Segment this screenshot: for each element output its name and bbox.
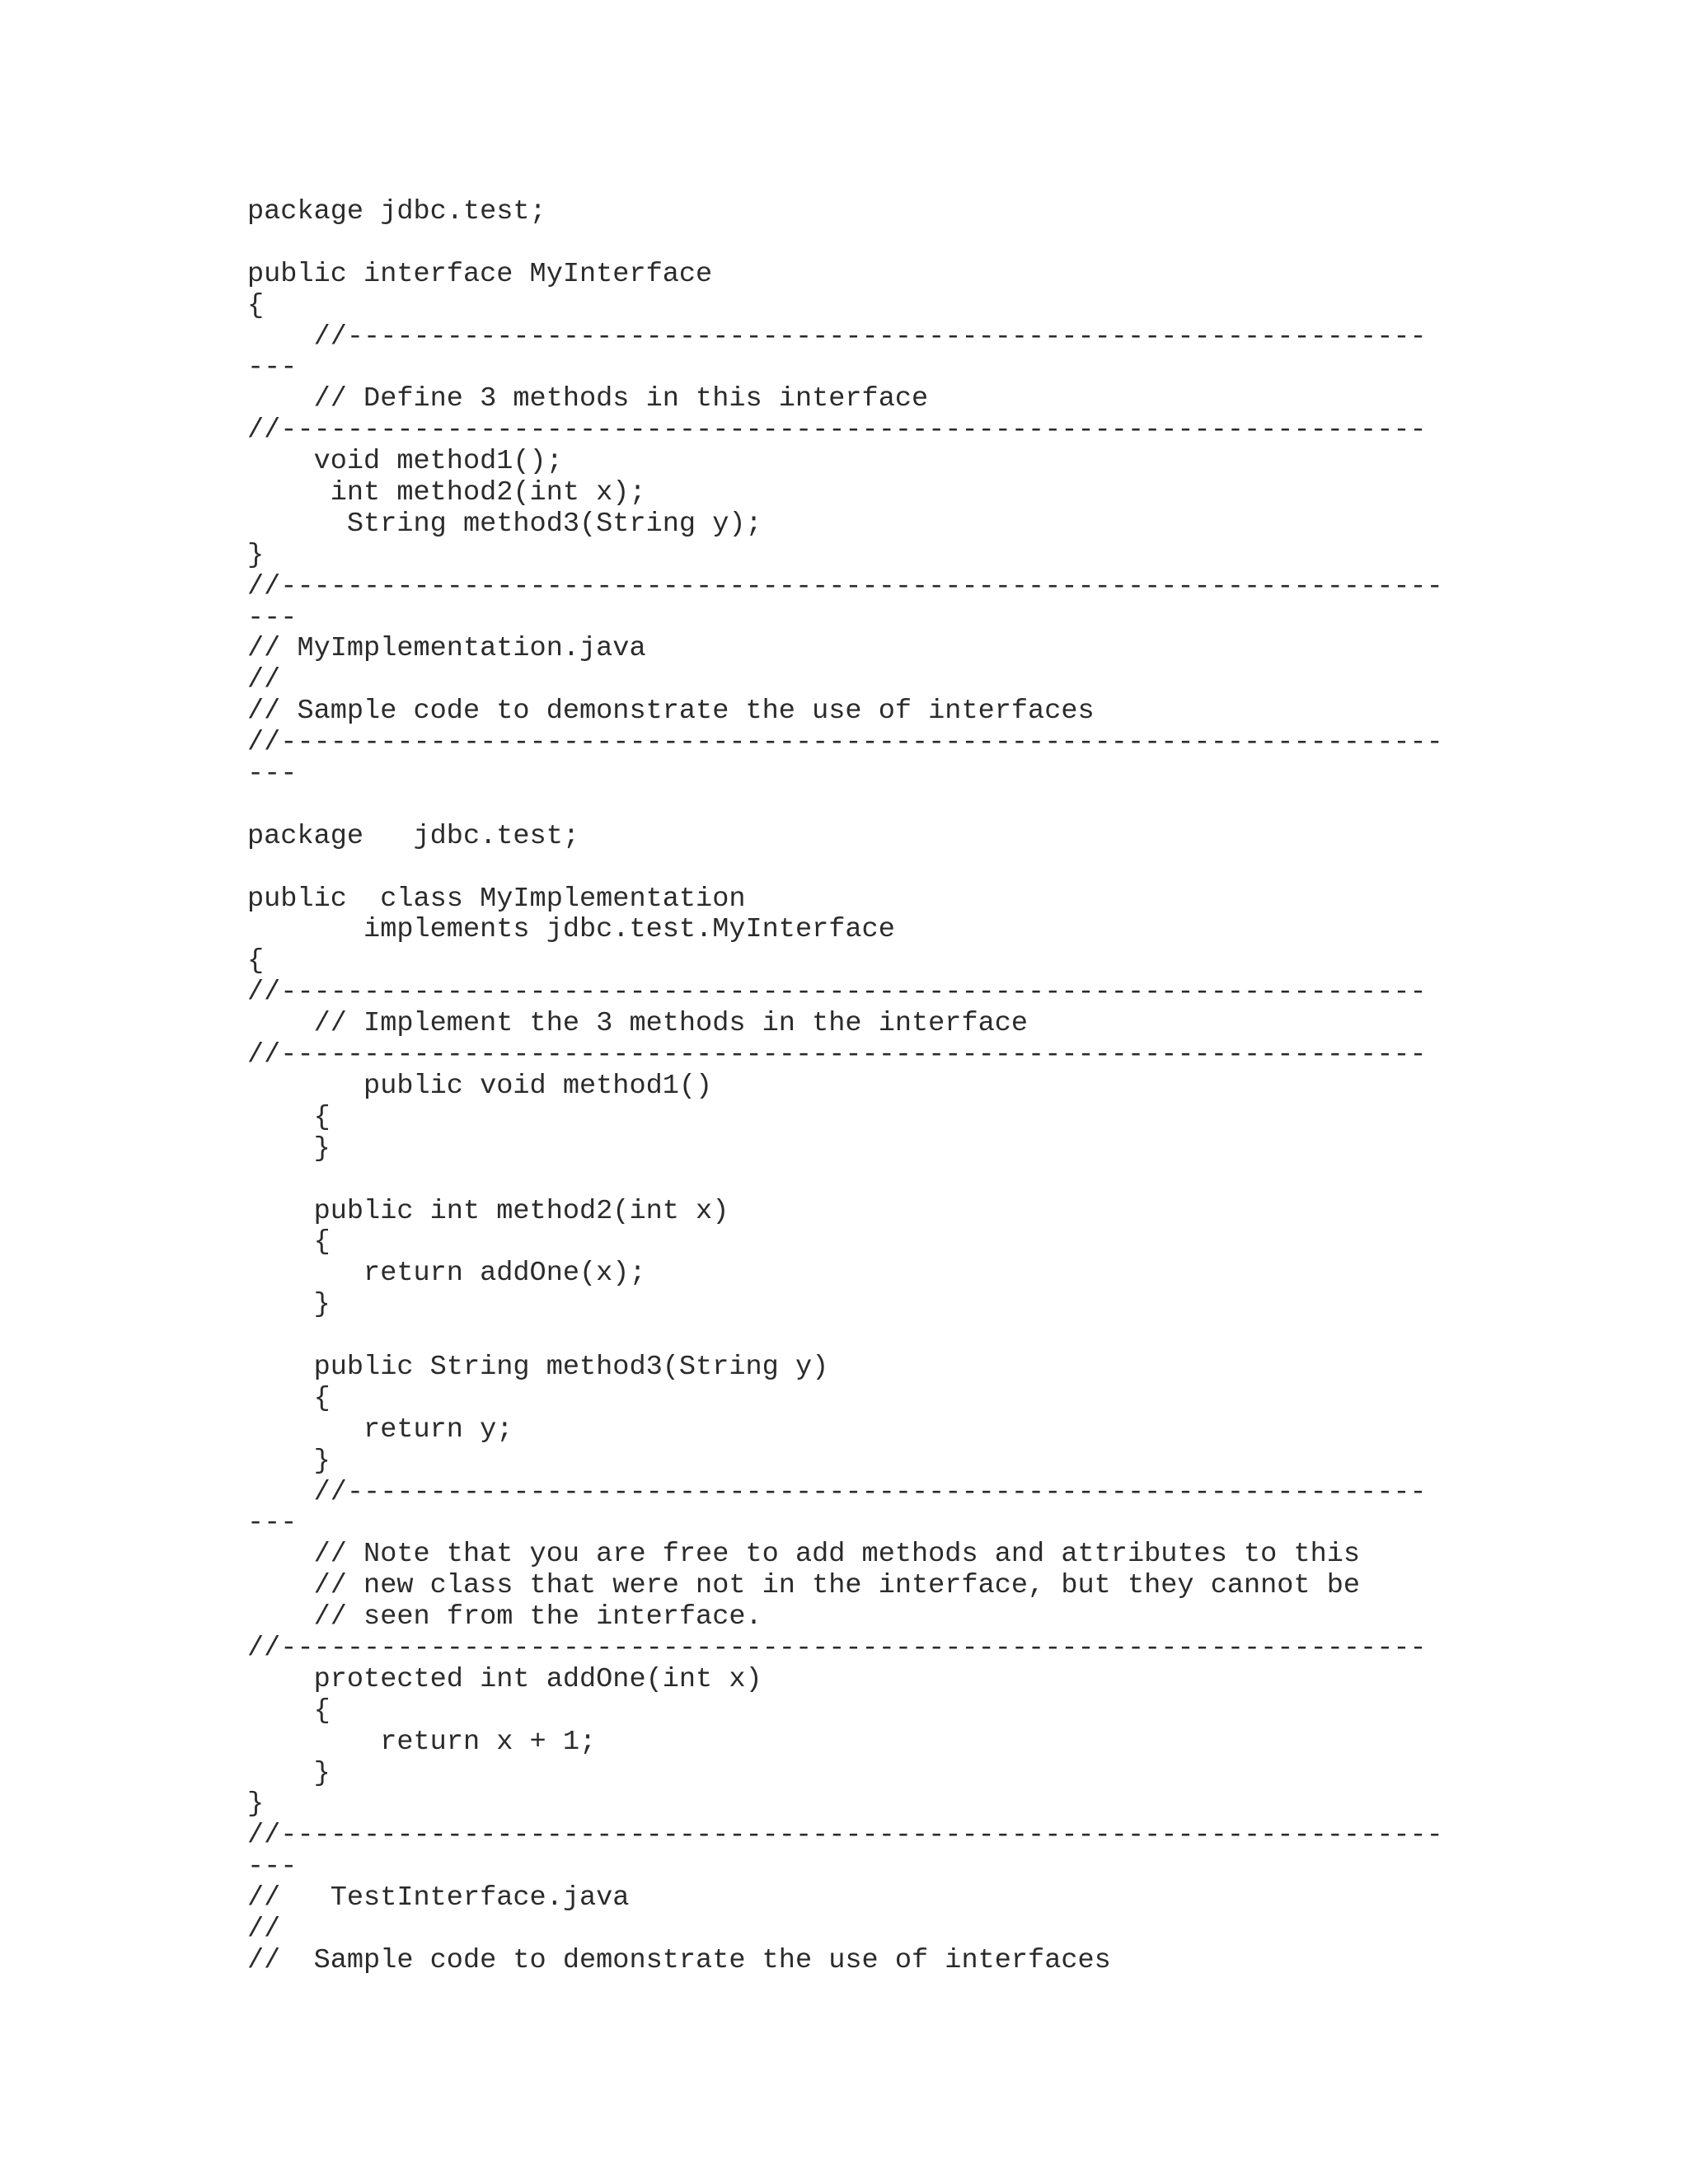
code-line: // Sample code to demonstrate the use of interfaces (247, 696, 1095, 728)
code-line: // new class that were not in the interface, but they cannot be (247, 1570, 1361, 1602)
code-line (247, 1165, 1665, 1197)
code-line: implements jdbc.test.MyInterface (247, 914, 895, 946)
code-line: package jdbc.test; (247, 196, 546, 227)
code-line: } (247, 1788, 265, 1821)
code-line: //---------------------------------------------------------------------- (247, 1820, 1443, 1852)
code-line: public String method3(String y) (247, 1351, 829, 1383)
code-line: { (247, 1226, 331, 1258)
code-line: //--------------------------------------------------------------------- (247, 977, 1427, 1009)
code-line: // MyImplementation.java (247, 633, 646, 665)
code-line: --- (247, 1851, 298, 1883)
code-line: //---------------------------------------------------------------------- (247, 570, 1443, 602)
code-line: //----------------------------------------------------------------- (247, 1476, 1427, 1508)
code-line (247, 1321, 1665, 1352)
code-line: } (247, 1289, 331, 1321)
code-line: --- (247, 602, 298, 634)
code-line: public interface MyInterface (247, 258, 713, 290)
code-line: // (247, 1913, 281, 1945)
code-line: { (247, 945, 265, 977)
code-line: protected int addOne(int x) (247, 1663, 762, 1695)
code-line: public class MyImplementation (247, 883, 746, 915)
code-line: --- (247, 758, 298, 790)
code-line: return x + 1; (247, 1726, 597, 1758)
code-line: } (247, 539, 265, 571)
code-line: { (247, 1382, 331, 1414)
code-line: String method3(String y); (247, 508, 762, 540)
code-line: //--------------------------------------------------------------------- (247, 415, 1427, 447)
code-line: public int method2(int x) (247, 1195, 729, 1227)
code-line: { (247, 1101, 331, 1133)
code-line: int method2(int x); (247, 477, 646, 509)
code-line: return y; (247, 1413, 513, 1446)
code-line (247, 853, 1665, 884)
code-line: } (247, 1132, 331, 1165)
code-line: { (247, 289, 265, 321)
code-line: --- (247, 352, 298, 384)
code-line (247, 790, 1665, 822)
code-line: //----------------------------------------------------------------- (247, 321, 1427, 353)
code-line: //---------------------------------------------------------------------- (247, 727, 1443, 759)
code-listing (247, 197, 1665, 1977)
code-line (247, 228, 1665, 260)
code-line: //--------------------------------------------------------------------- (247, 1039, 1427, 1071)
code-line: // Note that you are free to add methods and attributes to this (247, 1539, 1361, 1571)
code-line: { (247, 1694, 331, 1727)
code-line: // Define 3 methods in this interface (247, 383, 929, 415)
code-line: // seen from the interface. (247, 1601, 762, 1633)
code-line: // TestInterface.java (247, 1882, 630, 1915)
code-line: // Implement the 3 methods in the interface (247, 1008, 1029, 1040)
code-line: --- (247, 1507, 298, 1540)
code-line: } (247, 1757, 331, 1789)
code-line: // (247, 664, 281, 696)
code-line: // Sample code to demonstrate the use of interfaces (247, 1944, 1111, 1976)
code-line: package jdbc.test; (247, 820, 580, 852)
code-line: public void method1() (247, 1070, 713, 1102)
code-line: void method1(); (247, 446, 563, 478)
code-line: return addOne(x); (247, 1258, 646, 1290)
code-line: //--------------------------------------------------------------------- (247, 1632, 1427, 1664)
code-line: } (247, 1445, 331, 1477)
